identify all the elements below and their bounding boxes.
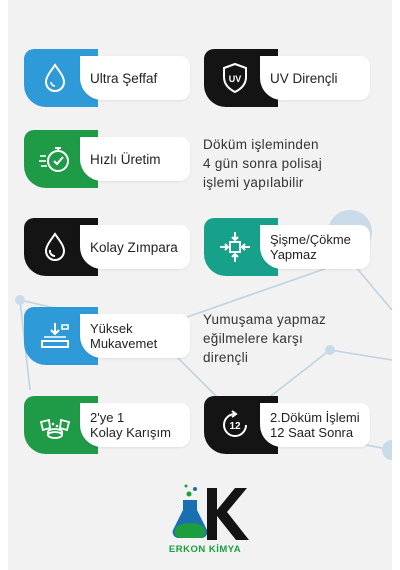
frame-edge-right [392, 0, 400, 570]
feature-label: UV Dirençli [270, 70, 338, 86]
water-drop-icon [38, 61, 72, 95]
feature-label-box [260, 56, 370, 100]
fast-stopwatch-icon [38, 142, 72, 176]
note-flexibility: Yumuşama yapmaz eğilmelere karşı dirençli [203, 312, 327, 365]
mixing-cups-icon [38, 408, 72, 442]
feature-card-high-strength [24, 307, 190, 365]
feature-label: 2'ye 1 Kolay Karışım [90, 410, 171, 440]
feature-label: Yüksek Mukavemet [90, 321, 158, 351]
drop-outline-icon [38, 230, 72, 264]
brand-name: ERKON KİMYA [168, 544, 242, 555]
feature-card-ultra-transparent [24, 49, 190, 107]
feature-card-easy-sanding [24, 218, 190, 276]
feature-card-uv-resistant [204, 49, 370, 107]
brand-logo [155, 480, 255, 560]
uv-shield-icon [218, 61, 252, 95]
clock-number: 12 [229, 421, 241, 432]
uv-text: UV [228, 74, 242, 84]
feature-label: 2.Döküm İşlemi 12 Saat Sonra [270, 410, 360, 440]
feature-label-box [80, 314, 190, 358]
feature-card-fast-production [24, 130, 190, 188]
feature-card-easy-mixing [24, 396, 190, 454]
compress-arrows-icon [218, 230, 252, 264]
feature-card-no-swelling [204, 218, 370, 276]
feature-label: Kolay Zımpara [90, 239, 178, 255]
erkon-flask-logo-icon [155, 480, 255, 546]
feature-label-box [80, 403, 190, 447]
feature-label: Şişme/Çökme Yapmaz [270, 232, 351, 262]
12-hour-clock-icon [218, 408, 252, 442]
feature-label-box [260, 403, 370, 447]
frame-edge-left [0, 0, 8, 570]
note-polishing: Döküm işleminden 4 gün sonra polisaj işlemi yapılabilir [203, 137, 323, 190]
feature-card-second-pour [204, 396, 370, 454]
feature-label: Hızlı Üretim [90, 151, 161, 167]
feature-label: Ultra Şeffaf [90, 70, 158, 86]
feature-label-box [80, 56, 190, 100]
feature-label-box [260, 225, 370, 269]
feature-label-box [80, 225, 190, 269]
feature-label-box [80, 137, 190, 181]
press-machine-icon [38, 319, 72, 353]
